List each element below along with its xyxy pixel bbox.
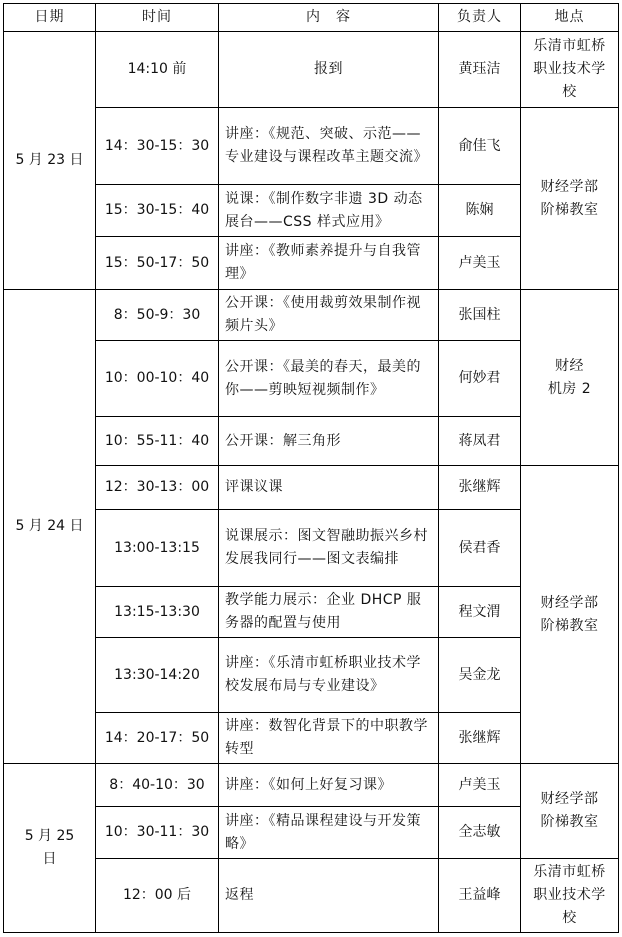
time-cell: 15：30-15：40 (96, 185, 219, 237)
person-cell: 黄珏洁 (439, 32, 521, 108)
person-cell: 卢美玉 (439, 237, 521, 290)
time-cell: 12：30-13：00 (96, 466, 219, 510)
time-cell: 13:30-14:20 (96, 638, 219, 713)
content-cell: 讲座：《如何上好复习课》 (219, 764, 439, 807)
time-cell: 10：30-11：30 (96, 807, 219, 859)
person-cell: 蒋凤君 (439, 417, 521, 466)
time-cell: 14：30-15：30 (96, 108, 219, 185)
time-cell: 10：00-10：40 (96, 341, 219, 417)
content-cell: 讲座：《规范、突破、示范——专业建设与课程改革主题交流》 (219, 108, 439, 185)
time-cell: 15：50-17：50 (96, 237, 219, 290)
content-cell: 公开课：《最美的春天，最美的你——剪映短视频制作》 (219, 341, 439, 417)
content-cell: 公开课：解三角形 (219, 417, 439, 466)
person-cell: 俞佳飞 (439, 108, 521, 185)
time-cell: 8：50-9：30 (96, 290, 219, 341)
person-cell: 吴金龙 (439, 638, 521, 713)
date-cell: 5 月 24 日 (4, 290, 96, 764)
content-cell: 返程 (219, 859, 439, 933)
content-cell: 教学能力展示：企业 DHCP 服务器的配置与使用 (219, 587, 439, 638)
person-cell: 陈娴 (439, 185, 521, 237)
person-cell: 张国柱 (439, 290, 521, 341)
time-cell: 13:00-13:15 (96, 510, 219, 587)
place-cell: 乐清市虹桥 职业技术学 校 (521, 859, 619, 933)
content-cell: 评课议课 (219, 466, 439, 510)
person-cell: 张继辉 (439, 713, 521, 764)
time-cell: 13:15-13:30 (96, 587, 219, 638)
time-cell: 10：55-11：40 (96, 417, 219, 466)
schedule-table (3, 3, 619, 933)
person-cell: 程文渭 (439, 587, 521, 638)
person-cell: 侯君香 (439, 510, 521, 587)
person-cell: 何妙君 (439, 341, 521, 417)
header-row (4, 4, 619, 32)
table-row (4, 466, 619, 510)
time-cell: 12：00 后 (96, 859, 219, 933)
content-cell: 说课：《制作数字非遗 3D 动态展台——CSS 样式应用》 (219, 185, 439, 237)
place-cell: 乐清市虹桥 职业技术学 校 (521, 32, 619, 108)
content-cell: 公开课：《使用裁剪效果制作视频片头》 (219, 290, 439, 341)
content-cell: 讲座：《乐清市虹桥职业技术学校发展布局与专业建设》 (219, 638, 439, 713)
header-person: 负责人 (439, 4, 521, 32)
table-row (4, 290, 619, 341)
content-cell: 讲座：数智化背景下的中职教学转型 (219, 713, 439, 764)
place-cell: 财经学部 阶梯教室 (521, 466, 619, 764)
content-cell: 讲座：《教师素养提升与自我管理》 (219, 237, 439, 290)
table-row (4, 108, 619, 185)
content-cell: 说课展示：图文智融助振兴乡村发展我同行——图文表编排 (219, 510, 439, 587)
place-cell: 财经 机房 2 (521, 290, 619, 466)
time-cell: 14:10 前 (96, 32, 219, 108)
table-row (4, 32, 619, 108)
content-cell: 讲座：《精品课程建设与开发策略》 (219, 807, 439, 859)
date-cell: 5 月 23 日 (4, 32, 96, 290)
person-cell: 全志敏 (439, 807, 521, 859)
person-cell: 张继辉 (439, 466, 521, 510)
header-date: 日期 (4, 4, 96, 32)
time-cell: 14：20-17：50 (96, 713, 219, 764)
content-cell: 报到 (219, 32, 439, 108)
header-content: 内 容 (219, 4, 439, 32)
table-row (4, 859, 619, 933)
place-cell: 财经学部 阶梯教室 (521, 764, 619, 859)
person-cell: 卢美玉 (439, 764, 521, 807)
header-place: 地点 (521, 4, 619, 32)
date-cell: 5 月 25 日 (4, 764, 96, 933)
person-cell: 王益峰 (439, 859, 521, 933)
place-cell: 财经学部 阶梯教室 (521, 108, 619, 290)
table-row (4, 764, 619, 807)
header-time: 时间 (96, 4, 219, 32)
time-cell: 8：40-10：30 (96, 764, 219, 807)
